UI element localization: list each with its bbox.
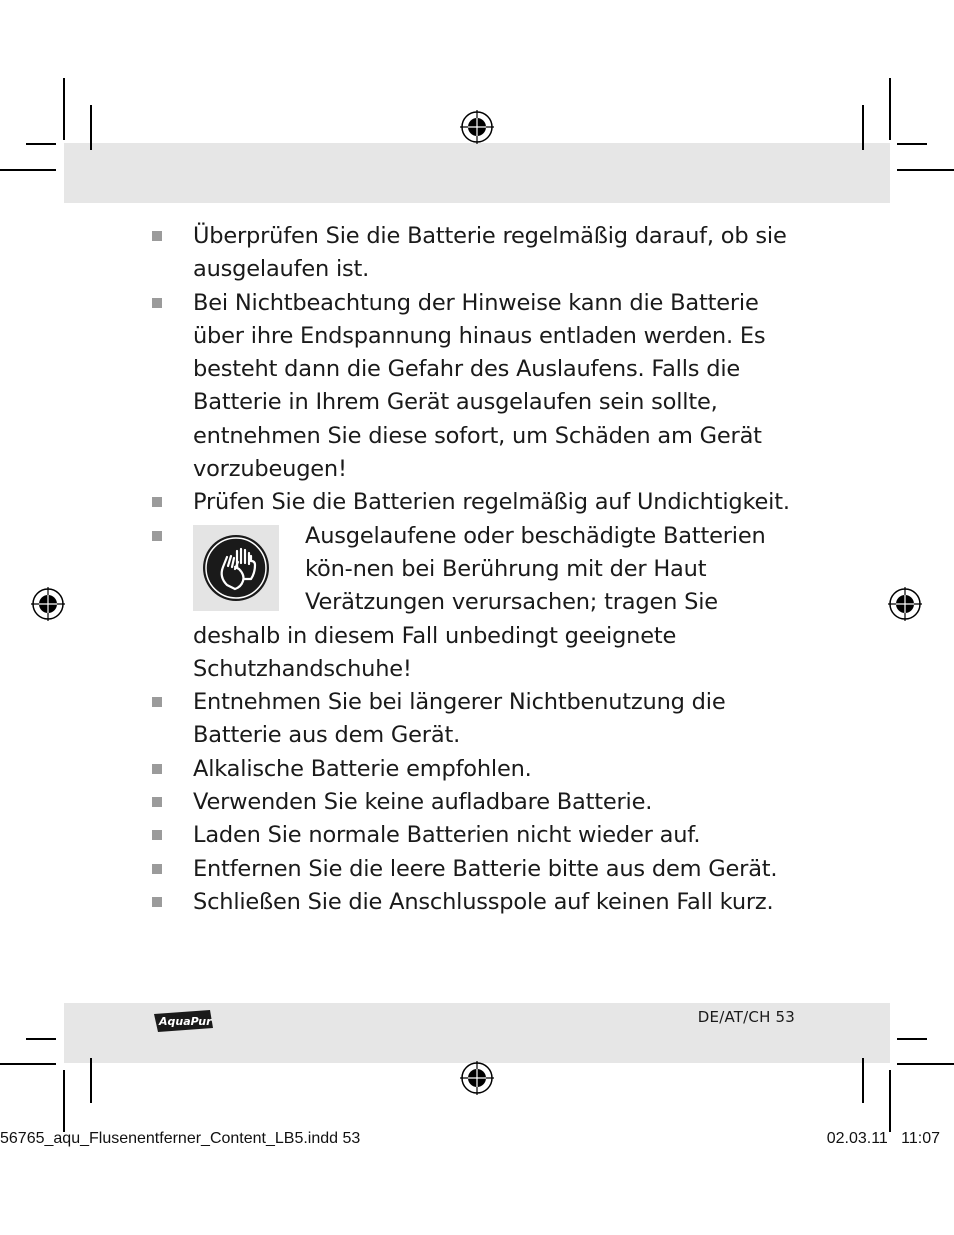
crop-mark [862, 1058, 864, 1103]
crop-mark [90, 105, 92, 150]
list-item [150, 686, 810, 753]
bullet-square-icon [152, 298, 162, 308]
crop-mark [889, 78, 891, 140]
registration-mark-icon [888, 587, 922, 621]
list-item [150, 886, 810, 919]
list-item [150, 819, 810, 852]
list-item-warning [150, 520, 810, 686]
list-item-text: Überprüfen Sie die Batterie regelmäßig darauf, ob sie ausgelaufen ist. [193, 223, 787, 283]
crop-mark [0, 1063, 56, 1065]
list-item [150, 753, 810, 786]
print-slug-file: 56765_aqu_Flusenentferner_Content_LB5.indd 53 [0, 1130, 361, 1147]
crop-mark [897, 169, 954, 171]
list-item [150, 786, 810, 819]
crop-mark [26, 1038, 56, 1040]
crop-mark [897, 1038, 927, 1040]
bullet-square-icon [152, 764, 162, 774]
crop-mark [63, 78, 65, 140]
crop-mark [90, 1058, 92, 1103]
bullet-square-icon [152, 231, 162, 241]
list-item-text: Prüfen Sie die Batterien regelmäßig auf Undichtigkeit. [193, 489, 790, 516]
protective-gloves-icon [193, 525, 279, 611]
crop-mark [897, 143, 927, 145]
svg-text:AquaPur: AquaPur [159, 1015, 212, 1028]
bullet-square-icon [152, 897, 162, 907]
print-slug-date: 02.03.11 11:07 [826, 1130, 940, 1147]
crop-mark [63, 1070, 65, 1132]
list-item-text: Schließen Sie die Anschlusspole auf keinen Fall kurz. [193, 888, 774, 915]
list-item-text: Alkalische Batterie empfohlen. [193, 755, 532, 782]
registration-mark-icon [31, 587, 65, 621]
list-item-text: Bei Nichtbeachtung der Hinweise kann die Batterie über ihre Endspannung hinaus entladen werden. Es besteht dann die Gefahr des Auslaufens. Falls die Batterie in Ihrem Gerät ausgelaufen sein sollte, entnehmen Sie diese sofort, um Schäden am Gerät vorzubeugen! [193, 289, 766, 483]
registration-mark-icon [460, 110, 494, 144]
page-reference: DE/AT/CH 53 [697, 1008, 795, 1026]
bullet-square-icon [152, 797, 162, 807]
crop-mark [897, 1063, 954, 1065]
list-item-text: Ausgelaufene oder beschädigte Batterien kön-nen bei Berührung mit der Haut Verätzungen verursachen; tragen Sie deshalb in diesem Fall unbedingt geeignete Schutzhandschuhe! [193, 522, 766, 682]
bullet-square-icon [152, 864, 162, 874]
aquapur-logo-icon [150, 1008, 216, 1034]
safety-instructions-list [150, 220, 810, 919]
list-item-text: Entnehmen Sie bei längerer Nichtbenutzung die Batterie aus dem Gerät. [193, 689, 726, 749]
bullet-square-icon [152, 830, 162, 840]
bullet-square-icon [152, 531, 162, 541]
list-item [150, 220, 810, 287]
bullet-square-icon [152, 497, 162, 507]
list-item-text: Verwenden Sie keine aufladbare Batterie. [193, 789, 653, 816]
crop-mark [889, 1070, 891, 1132]
list-item-text: Laden Sie normale Batterien nicht wieder auf. [193, 822, 701, 849]
list-item [150, 287, 810, 487]
crop-mark [0, 169, 56, 171]
crop-mark [862, 105, 864, 150]
list-item [150, 486, 810, 519]
header-band [64, 143, 890, 203]
list-item-text: Entfernen Sie die leere Batterie bitte aus dem Gerät. [193, 855, 778, 882]
list-item [150, 853, 810, 886]
bullet-square-icon [152, 697, 162, 707]
registration-mark-icon [460, 1061, 494, 1095]
crop-mark [26, 143, 56, 145]
